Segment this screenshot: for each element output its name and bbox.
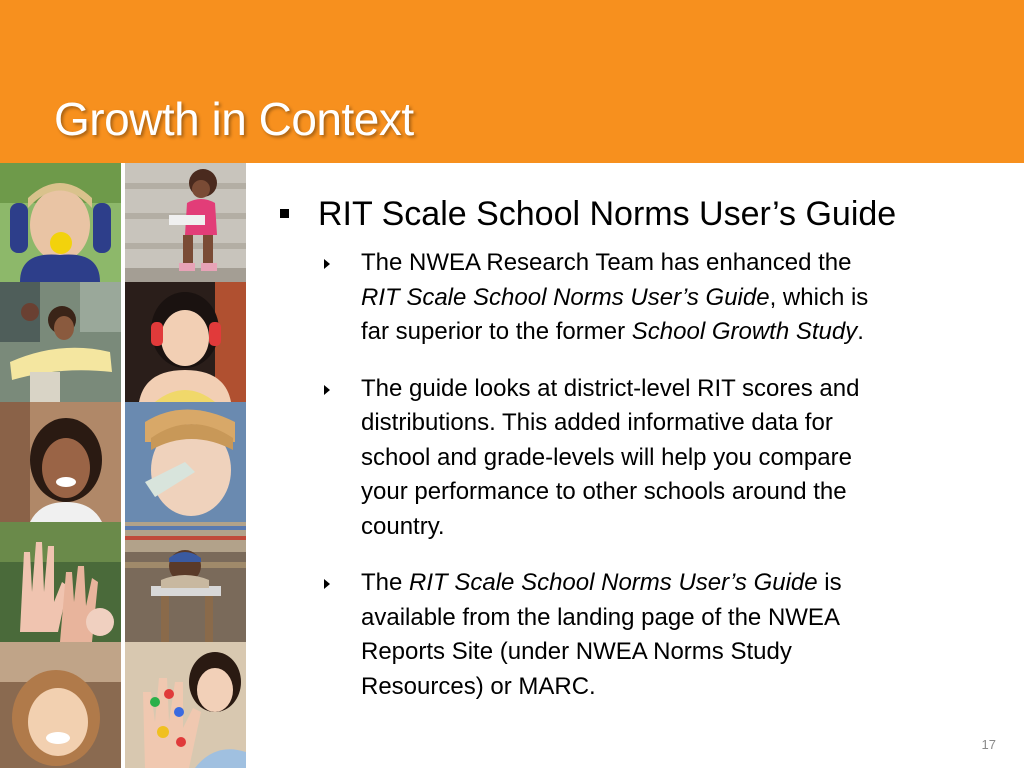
sub-bullet-1-line-2-rest: , which is: [769, 283, 869, 311]
study-title-italic: School Growth Study: [631, 318, 858, 345]
smiling-girl-photo: [0, 402, 121, 522]
children-playing-photo: [0, 282, 121, 402]
main-bullet-text: RIT Scale School Norms User’s Guide: [318, 195, 897, 233]
arrow-bullet-icon: [324, 259, 330, 269]
sub-bullet-1-line-2: [361, 281, 981, 316]
girl-sitting-on-stairs-photo: [125, 163, 246, 282]
sub-bullet-1-line-3-pre: far superior to the former: [361, 318, 632, 345]
painted-hand-photo: [125, 642, 246, 768]
girl-with-headphones-photo: [125, 282, 246, 402]
boy-portrait-photo: [125, 402, 246, 522]
sub-bullet-2-line-1: The guide looks at district-level RIT scores and: [361, 374, 860, 402]
slide-title: Growth in Context: [54, 93, 414, 145]
laughing-girl-photo: [0, 642, 121, 768]
title-bar: [0, 0, 1024, 163]
sub-bullet-1-line-1: The NWEA Research Team has enhanced the: [361, 249, 852, 276]
sub-bullet-3-line-2: available from the landing page of the NWEA: [361, 603, 840, 631]
sub-bullet-3: [278, 566, 981, 704]
sub-bullet-3-line-1-pre: The: [361, 569, 410, 596]
sub-bullet-2-line-2: distributions. This added informative data for: [361, 409, 833, 436]
sub-bullet-1-line-3-end: .: [857, 318, 864, 345]
sub-bullet-1-line-3: [361, 315, 981, 350]
sub-bullet-3-line-1: [361, 566, 981, 601]
boy-at-desk-photo: [125, 522, 246, 642]
sub-bullet-2-line-5: country.: [361, 512, 445, 540]
photo-collage: [0, 163, 246, 768]
guide-title-italic: RIT Scale School Norms User’s Guide: [409, 569, 818, 596]
sub-bullet-3-line-4: Resources) or MARC.: [361, 672, 596, 700]
sub-bullet-3-line-1-rest: is: [817, 569, 842, 596]
sub-bullet-3-line-3: Reports Site (under NWEA Norms Study: [361, 638, 792, 665]
raised-hands-photo: [0, 522, 121, 642]
sub-bullet-1: [278, 246, 981, 350]
main-bullet: [278, 192, 1008, 236]
arrow-bullet-icon: [324, 579, 330, 589]
sub-bullet-2-line-3: school and grade-levels will help you compare: [361, 443, 852, 471]
square-bullet-icon: [280, 209, 289, 218]
slide-content: [278, 192, 1008, 704]
guide-title-italic: RIT Scale School Norms User’s Guide: [361, 283, 770, 311]
boy-with-yellow-ball-photo: [0, 163, 121, 282]
arrow-bullet-icon: [324, 385, 330, 395]
sub-bullet-2-line-4: your performance to other schools around the: [361, 478, 847, 505]
page-number: 17: [981, 737, 996, 752]
sub-bullet-2: [278, 372, 981, 545]
